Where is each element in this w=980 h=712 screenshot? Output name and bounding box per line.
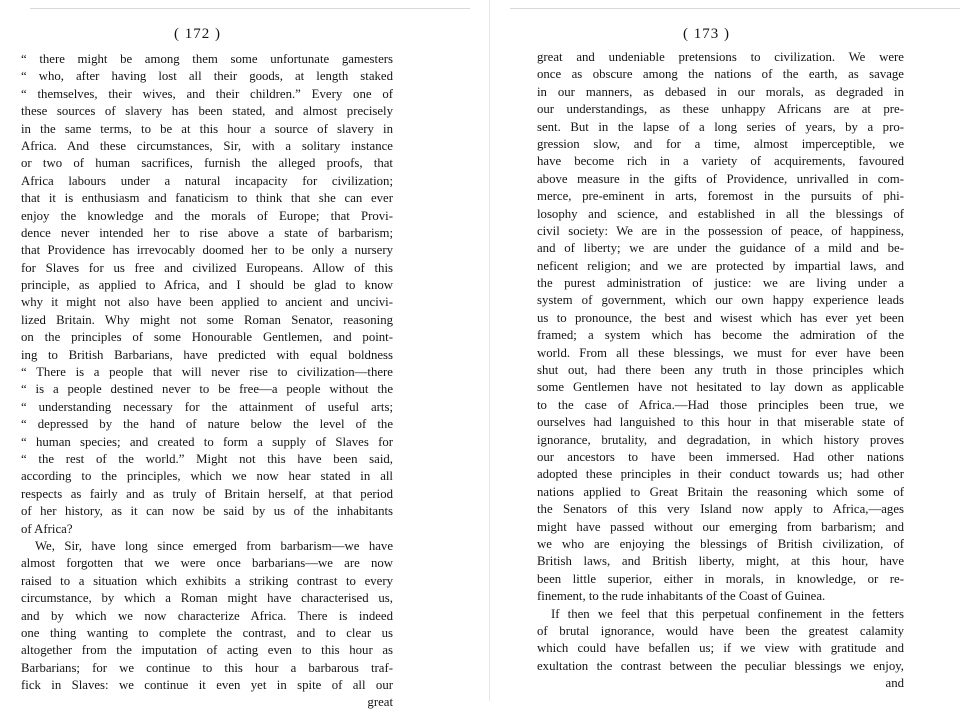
text-line: or two of human sacrifices, furnish the alleged proofs, that — [21, 156, 393, 171]
right-page-number: ( 173 ) — [683, 26, 730, 42]
text-line: lized Britain. Why might not some Roman Senator, reasoning — [21, 312, 393, 327]
text-line: altogether from the imputation of acting even to this hour as — [21, 643, 393, 658]
text-line: Africa. And these circumstances, Sir, with a solitary instance — [21, 138, 393, 153]
text-line: raised to a situation which exhibits a striking contrast to every — [21, 573, 393, 588]
text-line: “ themselves, their wives, and their children.” Every one of — [21, 86, 393, 101]
text-line: been little superior, either in morals, in knowledge, or re- — [537, 571, 904, 586]
text-line: once as obscure among the nations of the earth, as savage — [537, 67, 904, 82]
text-line: why it might not also have been applied to ancient and uncivi- — [21, 295, 393, 310]
text-line: We, Sir, have long since emerged from barbarism—we have — [35, 538, 393, 553]
text-line: ourselves had languished to this hour in that miserable state of — [537, 415, 904, 430]
text-line: If then we feel that this perpetual confinement in the fetters — [551, 606, 904, 621]
text-line: framed; a system which has become the admiration of the — [537, 328, 904, 343]
text-line: “ there might be among them some unfortunate gamesters — [21, 52, 393, 66]
text-line: in the same terms, to be at this hour a source of slavery in — [21, 121, 393, 136]
text-line: finement, to the rude inhabitants of the Coast of Guinea. — [537, 589, 826, 604]
text-line: that Providence has irrevocably doomed her to be only a nursery — [21, 243, 393, 258]
text-line: ing to British Barbarians, have predicted with equal boldness — [21, 347, 393, 362]
text-line: that it is enthusiasm and fanaticism to think that she can ever — [21, 191, 393, 206]
text-line: to the case of Africa.—Had those principles been true, we — [537, 397, 904, 412]
text-line: we who are enjoying the blessings of British civilization, of — [537, 536, 904, 551]
text-line: our understandings, as these unhappy Africans are at pre- — [537, 102, 904, 117]
text-line: Barbarians; for we continue to this hour a barbarous traf- — [21, 660, 393, 675]
left-page-text — [21, 51, 393, 712]
text-line: shut out, had there been any truth in those principles which — [537, 363, 904, 378]
text-line: “ the rest of the world.” Might not this have been said, — [21, 451, 393, 466]
text-line: might have passed without our emerging from barbarism; and — [537, 519, 904, 534]
text-line: fick in Slaves: we continue it even yet in spite of all our — [21, 678, 393, 693]
page-edge-line — [510, 8, 960, 9]
text-line: in our manners, as debased in our morals, as degraded in — [537, 84, 904, 99]
text-line: us to pronounce, the best and wisest which has ever yet been — [537, 310, 904, 325]
text-line: nations applied to Great Britain the reasoning which some of — [537, 484, 904, 499]
text-line: sent. But in the lapse of a long series of years, by a pro- — [537, 119, 904, 134]
text-line: which could have befallen us; if we view with gratitude and — [537, 641, 904, 656]
text-line: of her history, as it can now be said by us of the inhabitants — [21, 504, 393, 519]
text-line: merce, pre-eminent in arts, foremost in the pursuits of phi- — [537, 189, 904, 204]
text-line: adopted these principles in their conduct towards us; had other — [537, 467, 904, 482]
text-line: on the principles of some Honourable Gentlemen, and point- — [21, 330, 393, 345]
left-page — [0, 0, 490, 710]
text-line: principle, as applied to Africa, and I should be glad to know — [21, 278, 393, 293]
text-line: “ depressed by the hand of nature below the level of the — [21, 417, 393, 432]
text-line: system of government, which our own happy experience leads — [537, 293, 904, 308]
text-line: one thing wanting to complete the contrast, and to clear us — [21, 625, 393, 640]
text-line: “ There is a people that will never rise to civilization—there — [21, 365, 393, 380]
text-line: “ is a people destined never to be free—a people without the — [21, 382, 393, 397]
text-line: “ understanding necessary for the attainment of useful arts; — [21, 399, 393, 414]
text-line: British laws, and British liberty, might, at this hour, have — [537, 554, 904, 569]
text-line: circumstance, by which a Roman might have characterised us, — [21, 591, 393, 606]
text-line: above measure in the gifts of Providence, unrivalled in com- — [537, 171, 904, 186]
text-line: civil society: We are in the possession of peace, of happiness, — [537, 223, 904, 238]
text-line: the Senators of this very Island now apply to Africa,—ages — [537, 502, 904, 517]
text-line: respects as fairly and as truly of Britain herself, at that period — [21, 486, 393, 501]
text-line: Africa labours under a natural incapacity for civilization; — [21, 173, 393, 188]
text-line: dence never intended her to rise above a state of barbarism; — [21, 225, 393, 240]
text-line: have become rich in a variety of acquirements, favoured — [537, 154, 904, 169]
text-line: exultation the contrast between the peculiar blessings we enjoy, — [537, 658, 904, 673]
text-line: “ who, after having lost all their goods, at length staked — [21, 69, 393, 84]
text-line: gression slow, and for a time, almost imperceptible, we — [537, 136, 904, 151]
text-line: for Slaves for us free and civilized Europeans. Allow of this — [21, 260, 393, 275]
text-line: these sources of slavery has been stated, and almost precisely — [21, 104, 393, 119]
text-line: neficent religion; and we are protected by impartial laws, and — [537, 258, 904, 273]
text-line: according to the principles, which we now hear stated in all — [21, 469, 393, 484]
text-line: great and undeniable pretensions to civilization. We were — [537, 50, 904, 64]
text-line: losophy and science, and established in all the blessings of — [537, 206, 904, 221]
page-edge-line — [30, 8, 470, 9]
text-line: some Gentlemen have not hesitated to lay down as applicable — [537, 380, 904, 395]
text-line: “ human species; and created to form a supply of Slaves for — [21, 434, 393, 449]
right-page — [490, 0, 980, 701]
text-line: our ancestors to have been immersed. Had other nations — [537, 449, 904, 464]
text-line: almost forgotten that we were once barbarians—we are now — [21, 556, 393, 571]
text-line: of Africa? — [21, 521, 73, 536]
text-line: of brutal ignorance, would have been the greatest calamity — [537, 623, 904, 638]
text-line: enjoy the knowledge and the morals of Europe; that Provi- — [21, 208, 393, 223]
left-page-number: ( 172 ) — [174, 26, 221, 42]
catchword: great — [367, 695, 393, 710]
text-line: ignorance, brutality, and degradation, in which history proves — [537, 432, 904, 447]
text-line: and of liberty; we are under the guidance of a mild and be- — [537, 241, 904, 256]
text-line: the purest administration of justice: we are living under a — [537, 276, 904, 291]
right-page-text — [537, 49, 904, 692]
text-line: world. From all these blessings, we must for ever have been — [537, 345, 904, 360]
text-line: and by which we now characterize Africa. There is indeed — [21, 608, 393, 623]
catchword: and — [885, 676, 904, 691]
